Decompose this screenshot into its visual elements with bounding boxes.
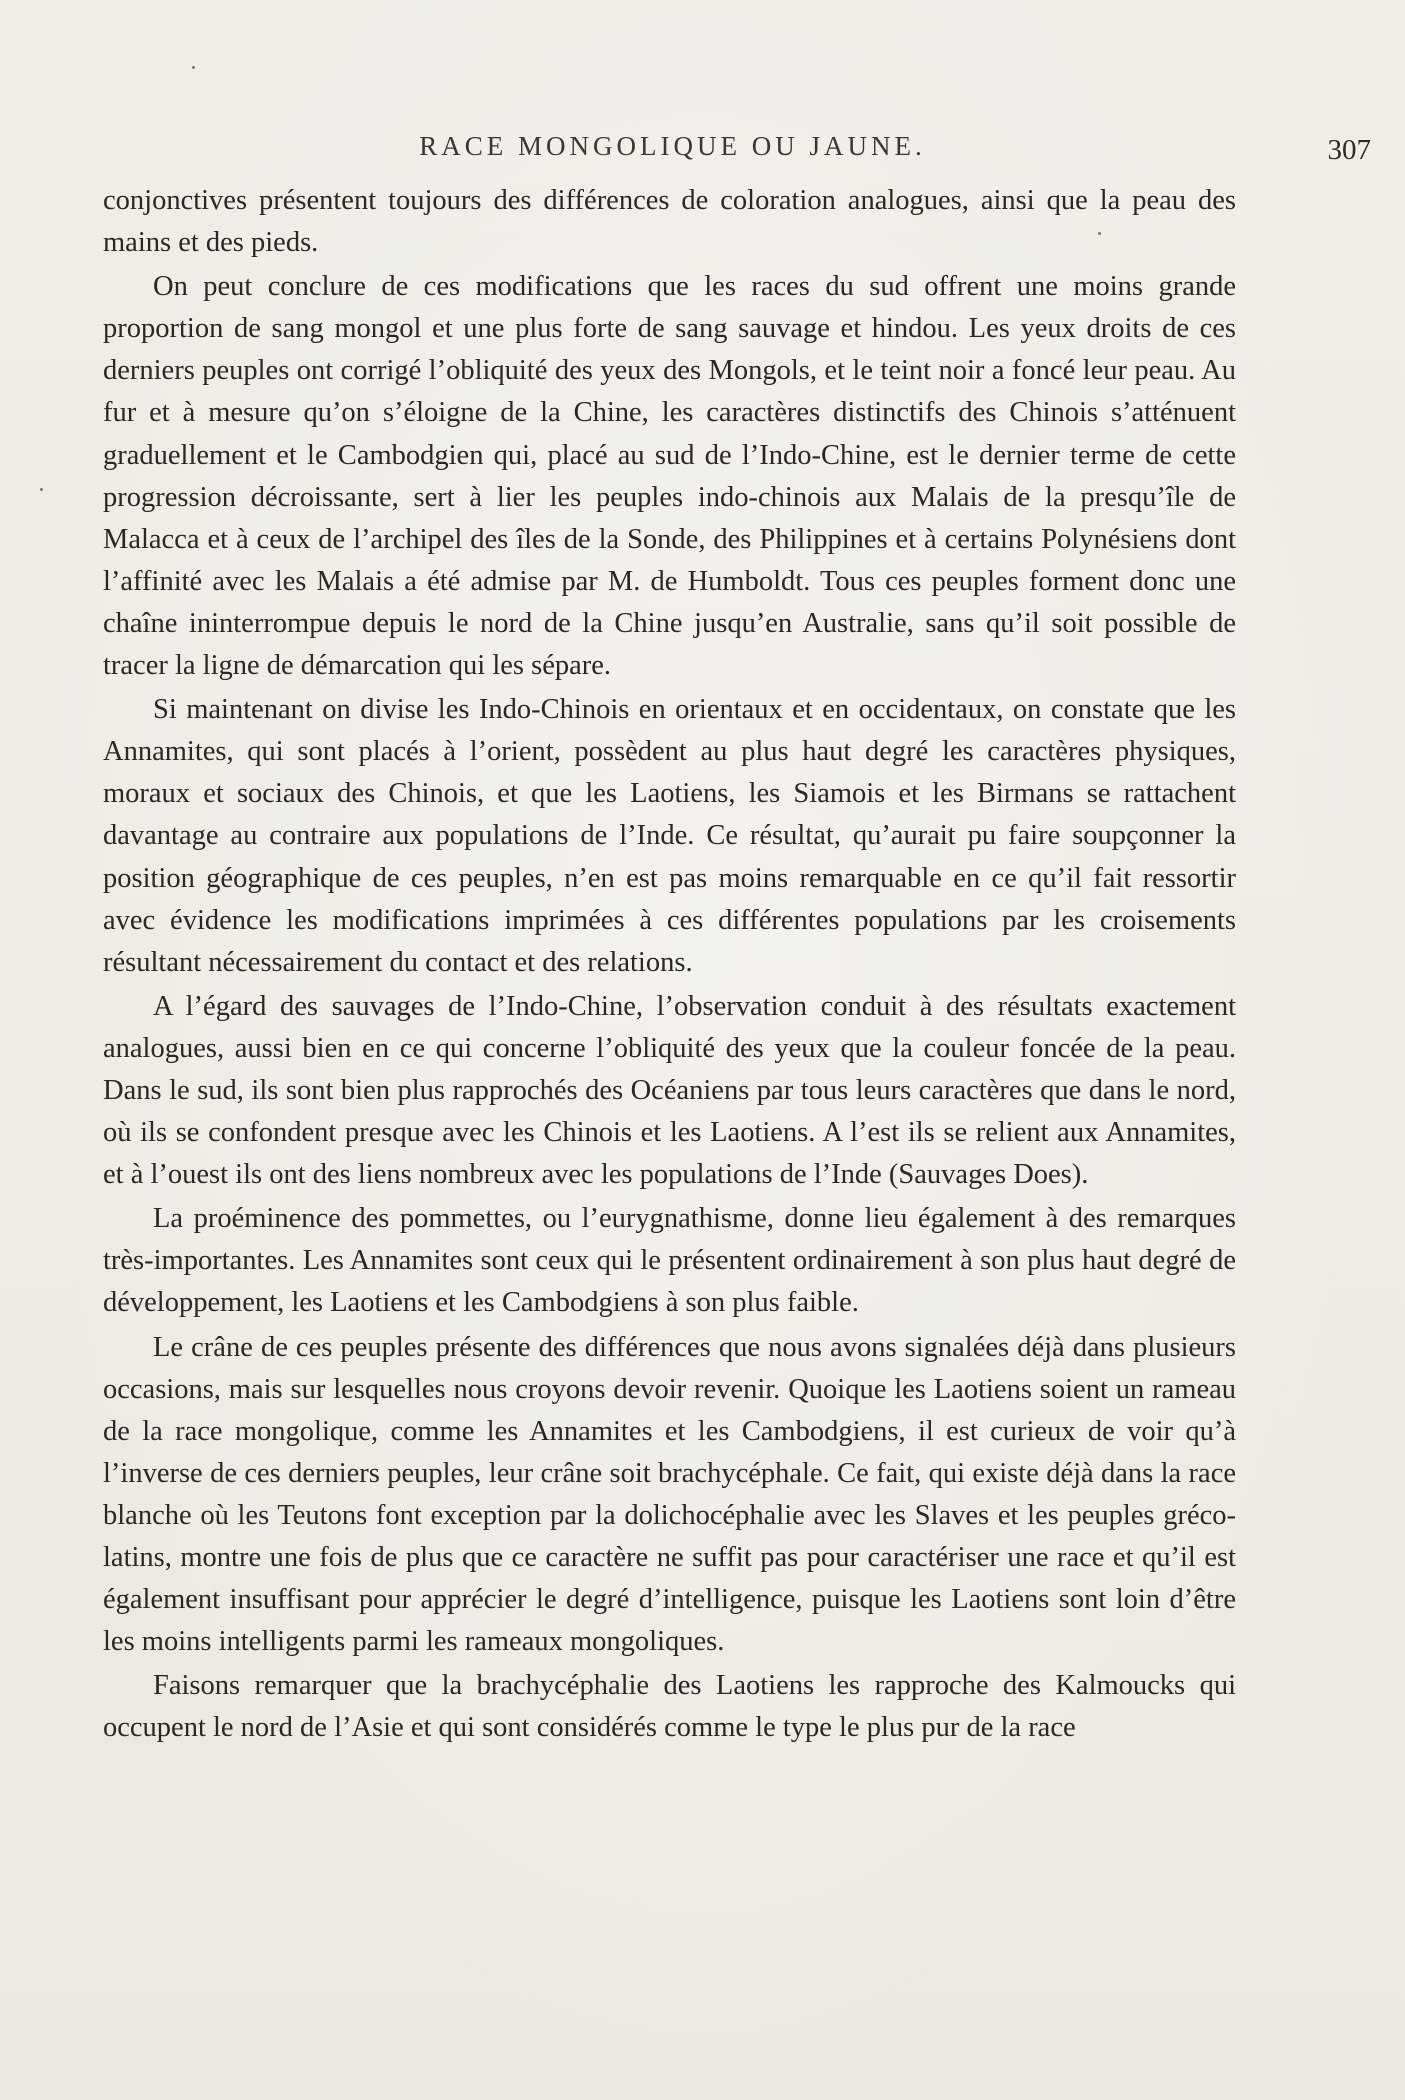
page-number: 307 (1327, 134, 1371, 166)
paragraph: On peut conclure de ces modifications que les races du sud offrent une moins grande proportion de sang mongol et une plus forte de sang sauvage et hindou. Les yeux droits de ces derniers peuples ont corrigé l’obliquité des yeux des Mongols, et le teint noir a foncé leur peau. Au fur et à mesure qu’on s’éloigne de la Chine, les caractères distinctifs des Chinois s’atténuent graduellement et le Cambodgien qui, placé au sud de l’Indo-Chine, est le dernier terme de cette progression décroissante, sert à lier les peuples indo-chinois aux Malais de la presqu’île de Malacca et à ceux de l’archipel des îles de la Sonde, des Philippines et à certains Polynésiens dont l’affinité avec les Malais a été admise par M. de Humboldt. Tous ces peuples forment donc une chaîne ininterrompue depuis le nord de la Chine jusqu’en Australie, sans qu’il soit possible de tracer la ligne de démarcation qui les sépare. (103, 271, 1236, 682)
paper-speck (192, 66, 195, 69)
paragraph: Faisons remarquer que la brachycéphalie des Laotiens les rapproche des Kalmoucks qui occupent le nord de l’Asie et qui sont considérés comme le type le plus pur de la race (103, 1670, 1236, 1744)
paragraph: A l’égard des sauvages de l’Indo-Chine, l’observation conduit à des résultats exactement analogues, aussi bien en ce qui concerne l’obliquité des yeux que la couleur foncée de la peau. Dans le sud, ils sont bien plus rapprochés des Océaniens par tous leurs caractères que dans le nord, où ils se confondent presque avec les Chinois et les Laotiens. A l’est ils se relient aux Annamites, et à l’ouest ils ont des liens nombreux avec les populations de l’Inde (Sauvages Does). (103, 990, 1236, 1191)
paragraph: La proéminence des pommettes, ou l’eurygnathisme, donne lieu également à des remarques très-importantes. Les Annamites sont ceux qui le présentent ordinairement à son plus haut degré de développement, les Laotiens et les Cambodgiens à son plus faible. (103, 1203, 1236, 1319)
paragraph: Si maintenant on divise les Indo-Chinois en orientaux et en occidentaux, on constate que les Annamites, qui sont placés à l’orient, possèdent au plus haut degré les caractères physiques, moraux et sociaux des Chinois, et que les Laotiens, les Siamois et les Birmans se rattachent davantage au contraire aux populations de l’Inde. Ce résultat, qu’aurait pu faire soupçonner la position géographique de ces peuples, n’en est pas moins remarquable en ce qu’il fait ressortir avec évidence les modifications imprimées à ces différentes populations par les croisements résultant nécessairement du contact et des relations. (103, 694, 1236, 978)
body-text (103, 180, 1236, 1751)
running-head (100, 126, 1371, 166)
paragraph: Le crâne de ces peuples présente des différences que nous avons signalées déjà dans plusieurs occasions, mais sur lesquelles nous croyons devoir revenir. Quoique les Laotiens soient un rameau de la race mongolique, comme les Annamites et les Cambodgiens, il est curieux de voir qu’à l’inverse de ces derniers peuples, leur crâne soit brachycéphale. Ce fait, qui existe déjà dans la race blanche où les Teutons font exception par la dolichocéphalie avec les Slaves et les peuples gréco-latins, montre une fois de plus que ce caractère ne suffit pas pour caractériser une race et qu’il est également insuffisant pour apprécier le degré d’intelligence, puisque les Laotiens sont loin d’être les moins intelligents parmi les rameaux mongoliques. (103, 1331, 1236, 1658)
running-title: RACE MONGOLIQUE OU JAUNE. (419, 131, 926, 161)
paragraph-continued: conjonctives présentent toujours des différences de coloration analogues, ainsi que la peau des mains et des pieds. (103, 185, 1236, 259)
paper-speck (40, 488, 43, 491)
